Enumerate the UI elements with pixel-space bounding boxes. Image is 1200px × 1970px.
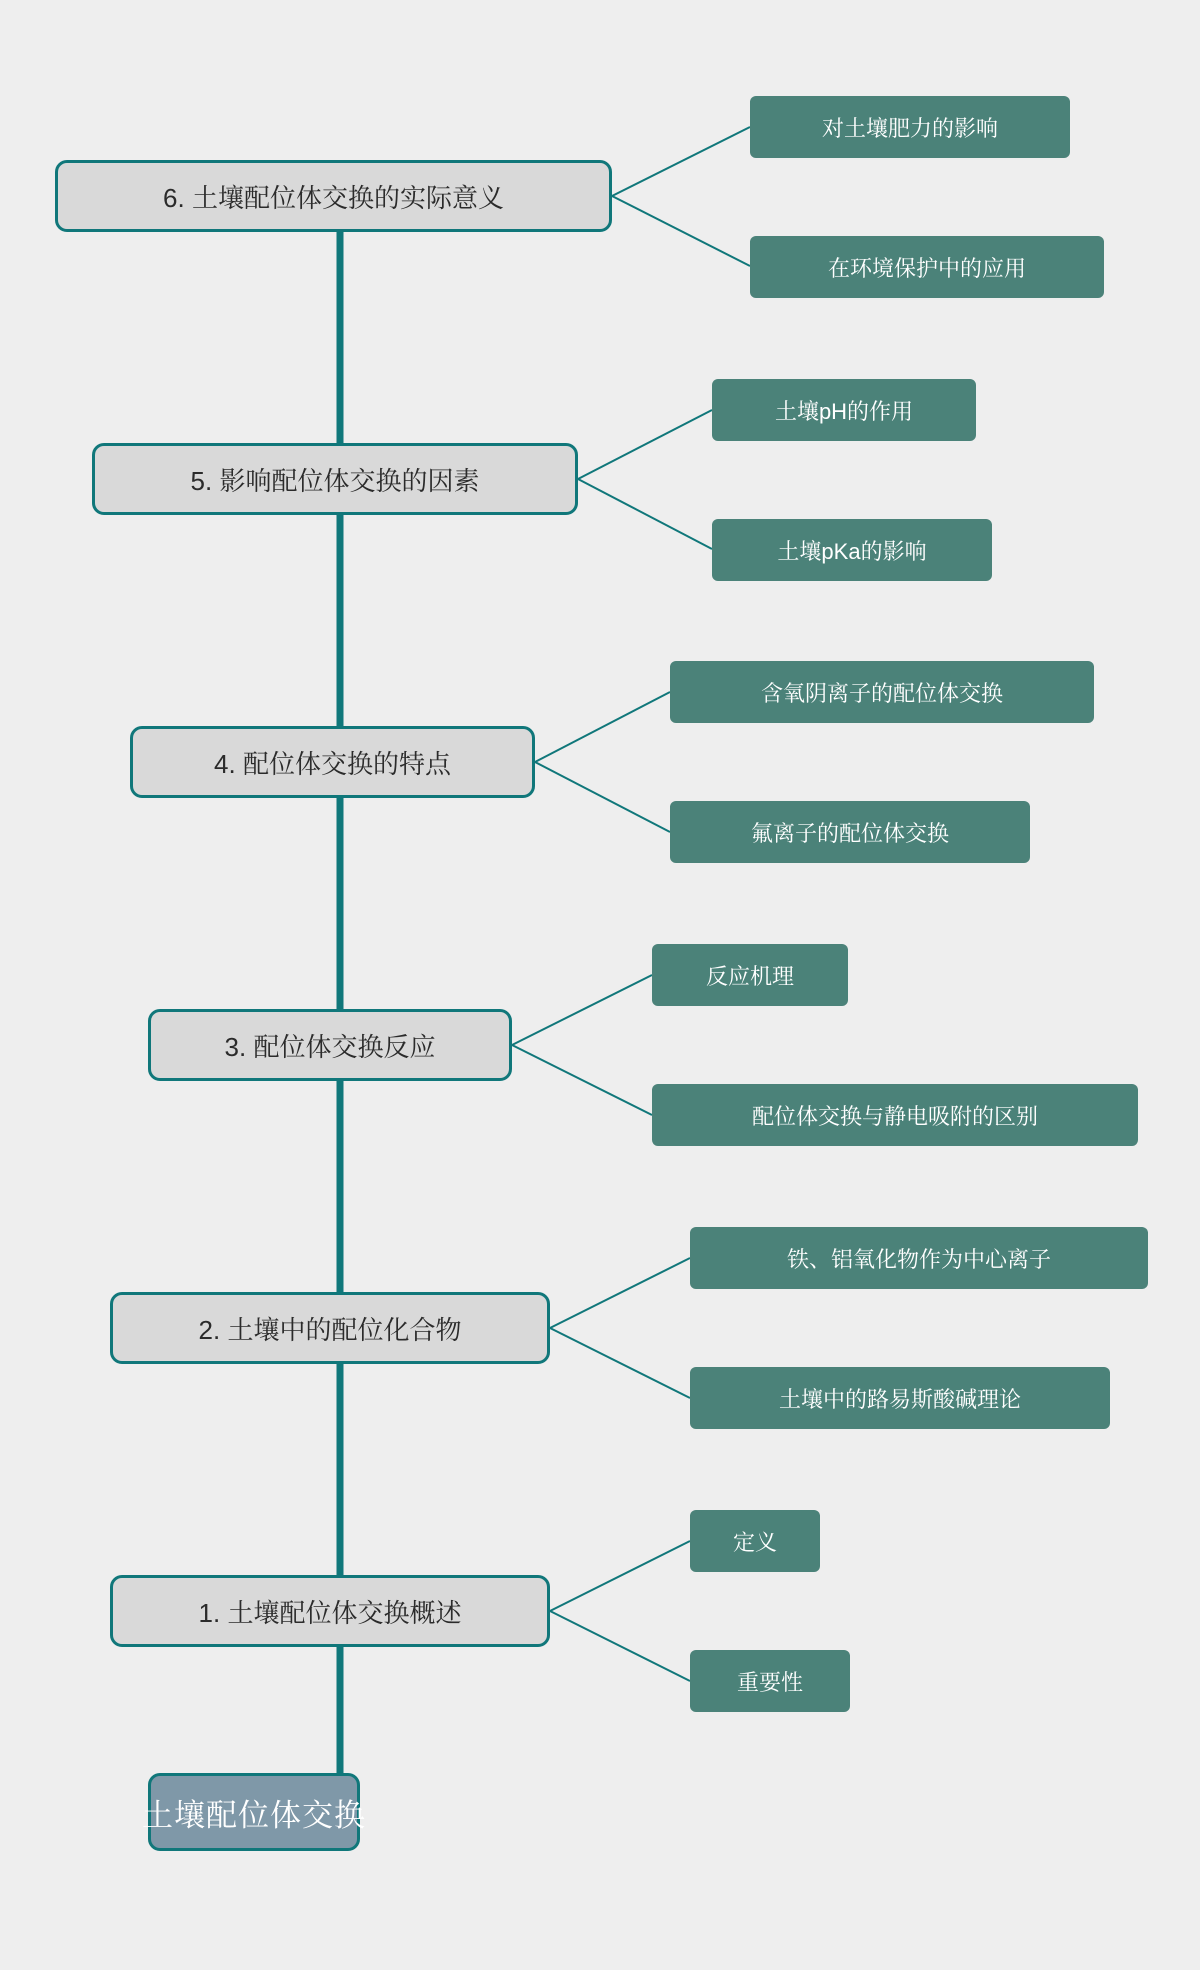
leaf-node-4-2[interactable]: 氟离子的配位体交换 bbox=[670, 801, 1030, 863]
leaf-node-5-1[interactable]: 土壤pH的作用 bbox=[712, 379, 976, 441]
connector-2-2 bbox=[550, 1328, 690, 1398]
connector-4-2 bbox=[535, 762, 670, 832]
branch-node-4[interactable]: 4. 配位体交换的特点 bbox=[130, 726, 535, 798]
branch-node-6[interactable]: 6. 土壤配位体交换的实际意义 bbox=[55, 160, 612, 232]
connector-4-1 bbox=[535, 692, 670, 762]
branch-node-5[interactable]: 5. 影响配位体交换的因素 bbox=[92, 443, 578, 515]
connector-1-2 bbox=[550, 1611, 690, 1681]
leaf-node-6-2[interactable]: 在环境保护中的应用 bbox=[750, 236, 1104, 298]
connector-5-1 bbox=[578, 410, 712, 479]
branch-node-2[interactable]: 2. 土壤中的配位化合物 bbox=[110, 1292, 550, 1364]
leaf-node-3-2[interactable]: 配位体交换与静电吸附的区别 bbox=[652, 1084, 1138, 1146]
leaf-node-2-2[interactable]: 土壤中的路易斯酸碱理论 bbox=[690, 1367, 1110, 1429]
root-node[interactable]: 土壤配位体交换 bbox=[148, 1773, 360, 1851]
leaf-node-1-1[interactable]: 定义 bbox=[690, 1510, 820, 1572]
connector-6-2 bbox=[612, 196, 750, 266]
connector-3-1 bbox=[512, 975, 652, 1045]
connector-2-1 bbox=[550, 1258, 690, 1328]
branch-node-3[interactable]: 3. 配位体交换反应 bbox=[148, 1009, 512, 1081]
connector-1-1 bbox=[550, 1541, 690, 1611]
connector-3-2 bbox=[512, 1045, 652, 1115]
leaf-node-5-2[interactable]: 土壤pKa的影响 bbox=[712, 519, 992, 581]
connector-5-2 bbox=[578, 479, 712, 549]
connector-6-1 bbox=[612, 127, 750, 196]
branch-node-1[interactable]: 1. 土壤配位体交换概述 bbox=[110, 1575, 550, 1647]
leaf-node-2-1[interactable]: 铁、铝氧化物作为中心离子 bbox=[690, 1227, 1148, 1289]
leaf-node-4-1[interactable]: 含氧阴离子的配位体交换 bbox=[670, 661, 1094, 723]
leaf-node-6-1[interactable]: 对土壤肥力的影响 bbox=[750, 96, 1070, 158]
leaf-node-1-2[interactable]: 重要性 bbox=[690, 1650, 850, 1712]
leaf-node-3-1[interactable]: 反应机理 bbox=[652, 944, 848, 1006]
